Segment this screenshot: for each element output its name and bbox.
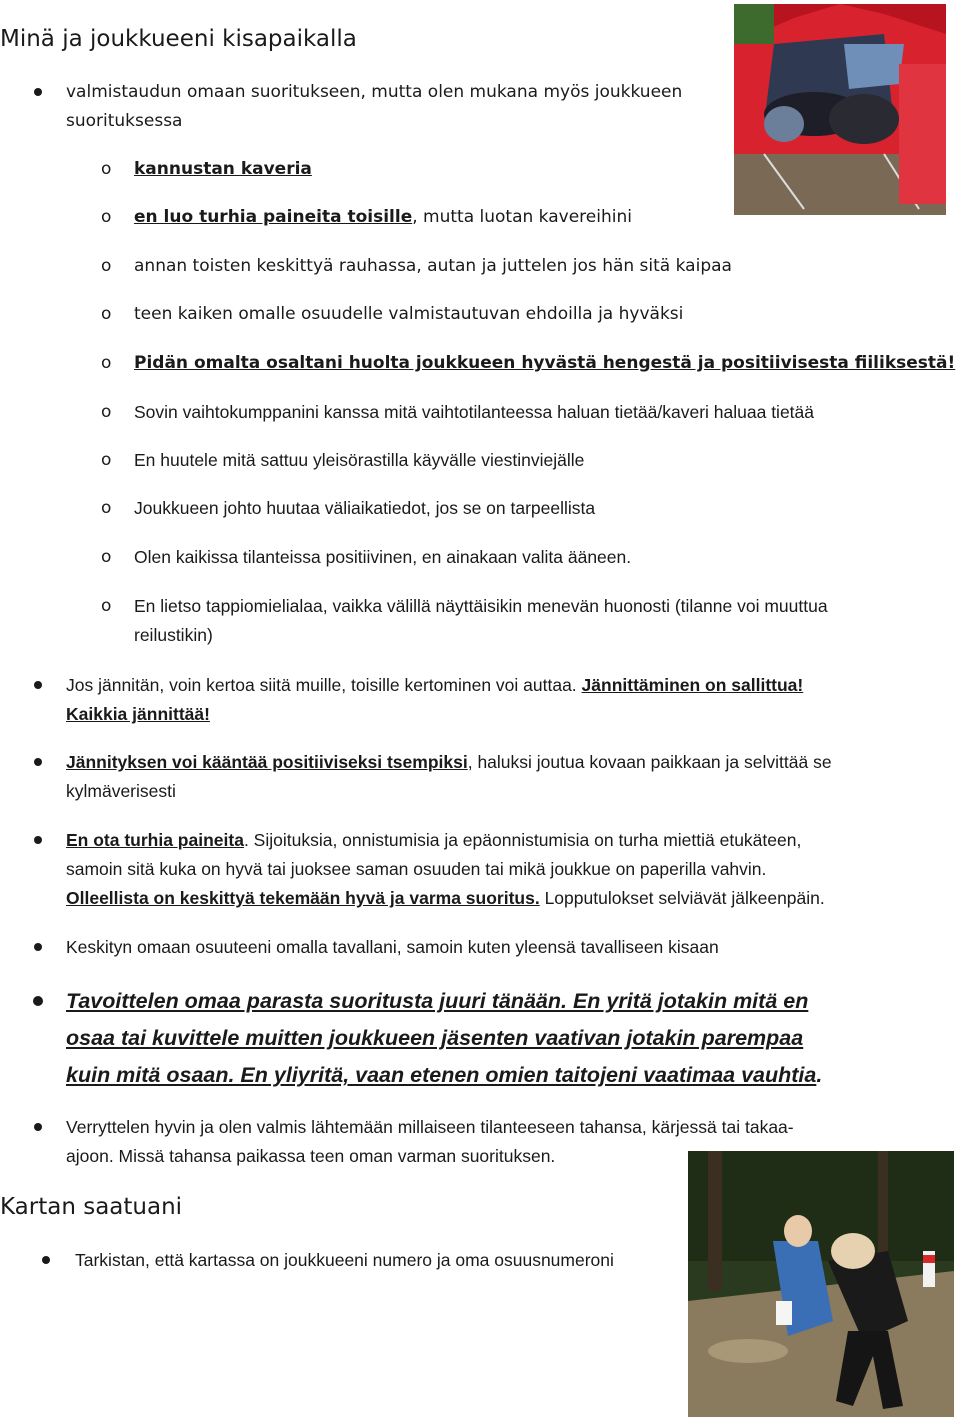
list-item-text: Tarkistan, että kartassa on joukkueeni numero ja oma osuusnumeroni	[75, 1250, 614, 1270]
list-item-text: Tavoittelen omaa parasta suoritusta juuri tänään. En yritä jotakin mitä en	[66, 989, 809, 1013]
sub-item-text: kannustan kaveria	[134, 159, 312, 179]
plain-text: Lopputulokset selviävät jälkeenpäin.	[539, 888, 825, 908]
bullet	[34, 758, 42, 766]
bullet	[33, 996, 43, 1006]
list-item-text: suorituksessa	[66, 111, 183, 131]
list-item-text: Verryttelen hyvin ja olen valmis lähtemään millaiseen tilanteeseen tahansa, kärjessä tai takaa-	[66, 1117, 794, 1137]
sub-item-text: Sovin vaihtokumppanini kanssa mitä vaihtotilanteessa haluan tietää/kaveri haluaa tietää	[134, 402, 815, 422]
sub-item-text: reilustikin)	[134, 625, 213, 645]
emphasis-text: Olleellista on keskittyä tekemään hyvä ja varma suoritus.	[66, 888, 540, 908]
bullet	[34, 836, 42, 844]
sub-bullet: o	[101, 402, 112, 422]
emphasis-text: kuin mitä osaan. En yliyritä, vaan etenen omien taitojeni vaatimaa vauhtia	[66, 1063, 817, 1087]
sub-item-text: En lietso tappiomielialaa, vaikka välillä näyttäisikin menevän huonosti (tilanne voi muuttua	[134, 596, 828, 616]
emphasis-text: En ota turhia paineita	[66, 830, 244, 850]
bullet	[42, 1256, 50, 1264]
orienteering-runner-photo	[688, 1151, 954, 1417]
list-item-text: samoin sitä kuka on hyvä tai juoksee saman osuuden tai mikä joukkue on paperilla vahvin.	[66, 859, 767, 879]
plain-text: Jos jännitän, voin kertoa siitä muille, toisille kertominen voi auttaa.	[66, 675, 582, 695]
sub-bullet: o	[101, 498, 112, 518]
list-item-text	[66, 884, 825, 913]
bullet	[34, 88, 42, 96]
plain-text: .	[816, 1063, 823, 1087]
plain-text: , mutta luotan kavereihini	[412, 207, 632, 227]
sub-item-text	[134, 203, 632, 232]
list-item-text	[66, 671, 803, 700]
list-item-text	[66, 748, 832, 777]
list-item-text: kylmäverisesti	[66, 781, 176, 801]
bullet	[34, 681, 42, 689]
list-item-text: osaa tai kuvittele muitten joukkueen jäsenten vaativan jotakin parempaa	[66, 1026, 804, 1050]
tent-photo	[734, 4, 946, 215]
sub-bullet: o	[101, 256, 112, 276]
emphasis-text: Jännityksen voi kääntää positiiviseksi tsempiksi	[66, 752, 468, 772]
plain-text: . Sijoituksia, onnistumisia ja epäonnistumisia on turha miettiä etukäteen,	[243, 830, 802, 850]
list-item-text: ajoon. Missä tahansa paikassa teen oman varman suorituksen.	[66, 1146, 556, 1166]
sub-bullet: o	[101, 207, 112, 227]
list-item-text	[66, 1057, 822, 1094]
list-item-text: Keskityn omaan osuuteeni omalla tavallani, samoin kuten yleensä tavalliseen kisaan	[66, 937, 719, 957]
sub-bullet: o	[101, 159, 112, 179]
sub-item-text: teen kaiken omalle osuudelle valmistautuvan ehdoilla ja hyväksi	[134, 304, 684, 324]
section-heading: Minä ja joukkueeni kisapaikalla	[0, 26, 357, 52]
sub-bullet: o	[101, 450, 112, 470]
sub-bullet: o	[101, 547, 112, 567]
sub-item-text: En huutele mitä sattuu yleisörastilla käyvälle viestinviejälle	[134, 450, 585, 470]
plain-text: , haluksi joutua kovaan paikkaan ja selvittää se	[467, 752, 832, 772]
emphasis-text: en luo turhia paineita toisille	[134, 207, 413, 227]
list-item-text: valmistaudun omaan suoritukseen, mutta olen mukana myös joukkueen	[66, 82, 683, 102]
emphasis-text: Jännittäminen on sallittua!	[581, 675, 804, 695]
section-heading: Kartan saatuani	[0, 1194, 183, 1220]
sub-item-text: Olen kaikissa tilanteissa positiivinen, en ainakaan valita ääneen.	[134, 547, 632, 567]
sub-item-text: Joukkueen johto huutaa väliaikatiedot, jos se on tarpeellista	[134, 498, 596, 518]
list-item-text: Kaikkia jännittää!	[66, 704, 210, 724]
bullet	[34, 1123, 42, 1131]
sub-item-text: annan toisten keskittyä rauhassa, autan ja juttelen jos hän sitä kaipaa	[134, 256, 732, 276]
list-item-text	[66, 826, 801, 855]
sub-bullet: o	[101, 596, 112, 616]
bullet	[34, 943, 42, 951]
sub-bullet: o	[101, 353, 112, 373]
sub-bullet: o	[101, 304, 112, 324]
sub-item-text: Pidän omalta osaltani huolta joukkueen hyvästä hengestä ja positiivisesta fiiliksestä!	[134, 353, 956, 373]
